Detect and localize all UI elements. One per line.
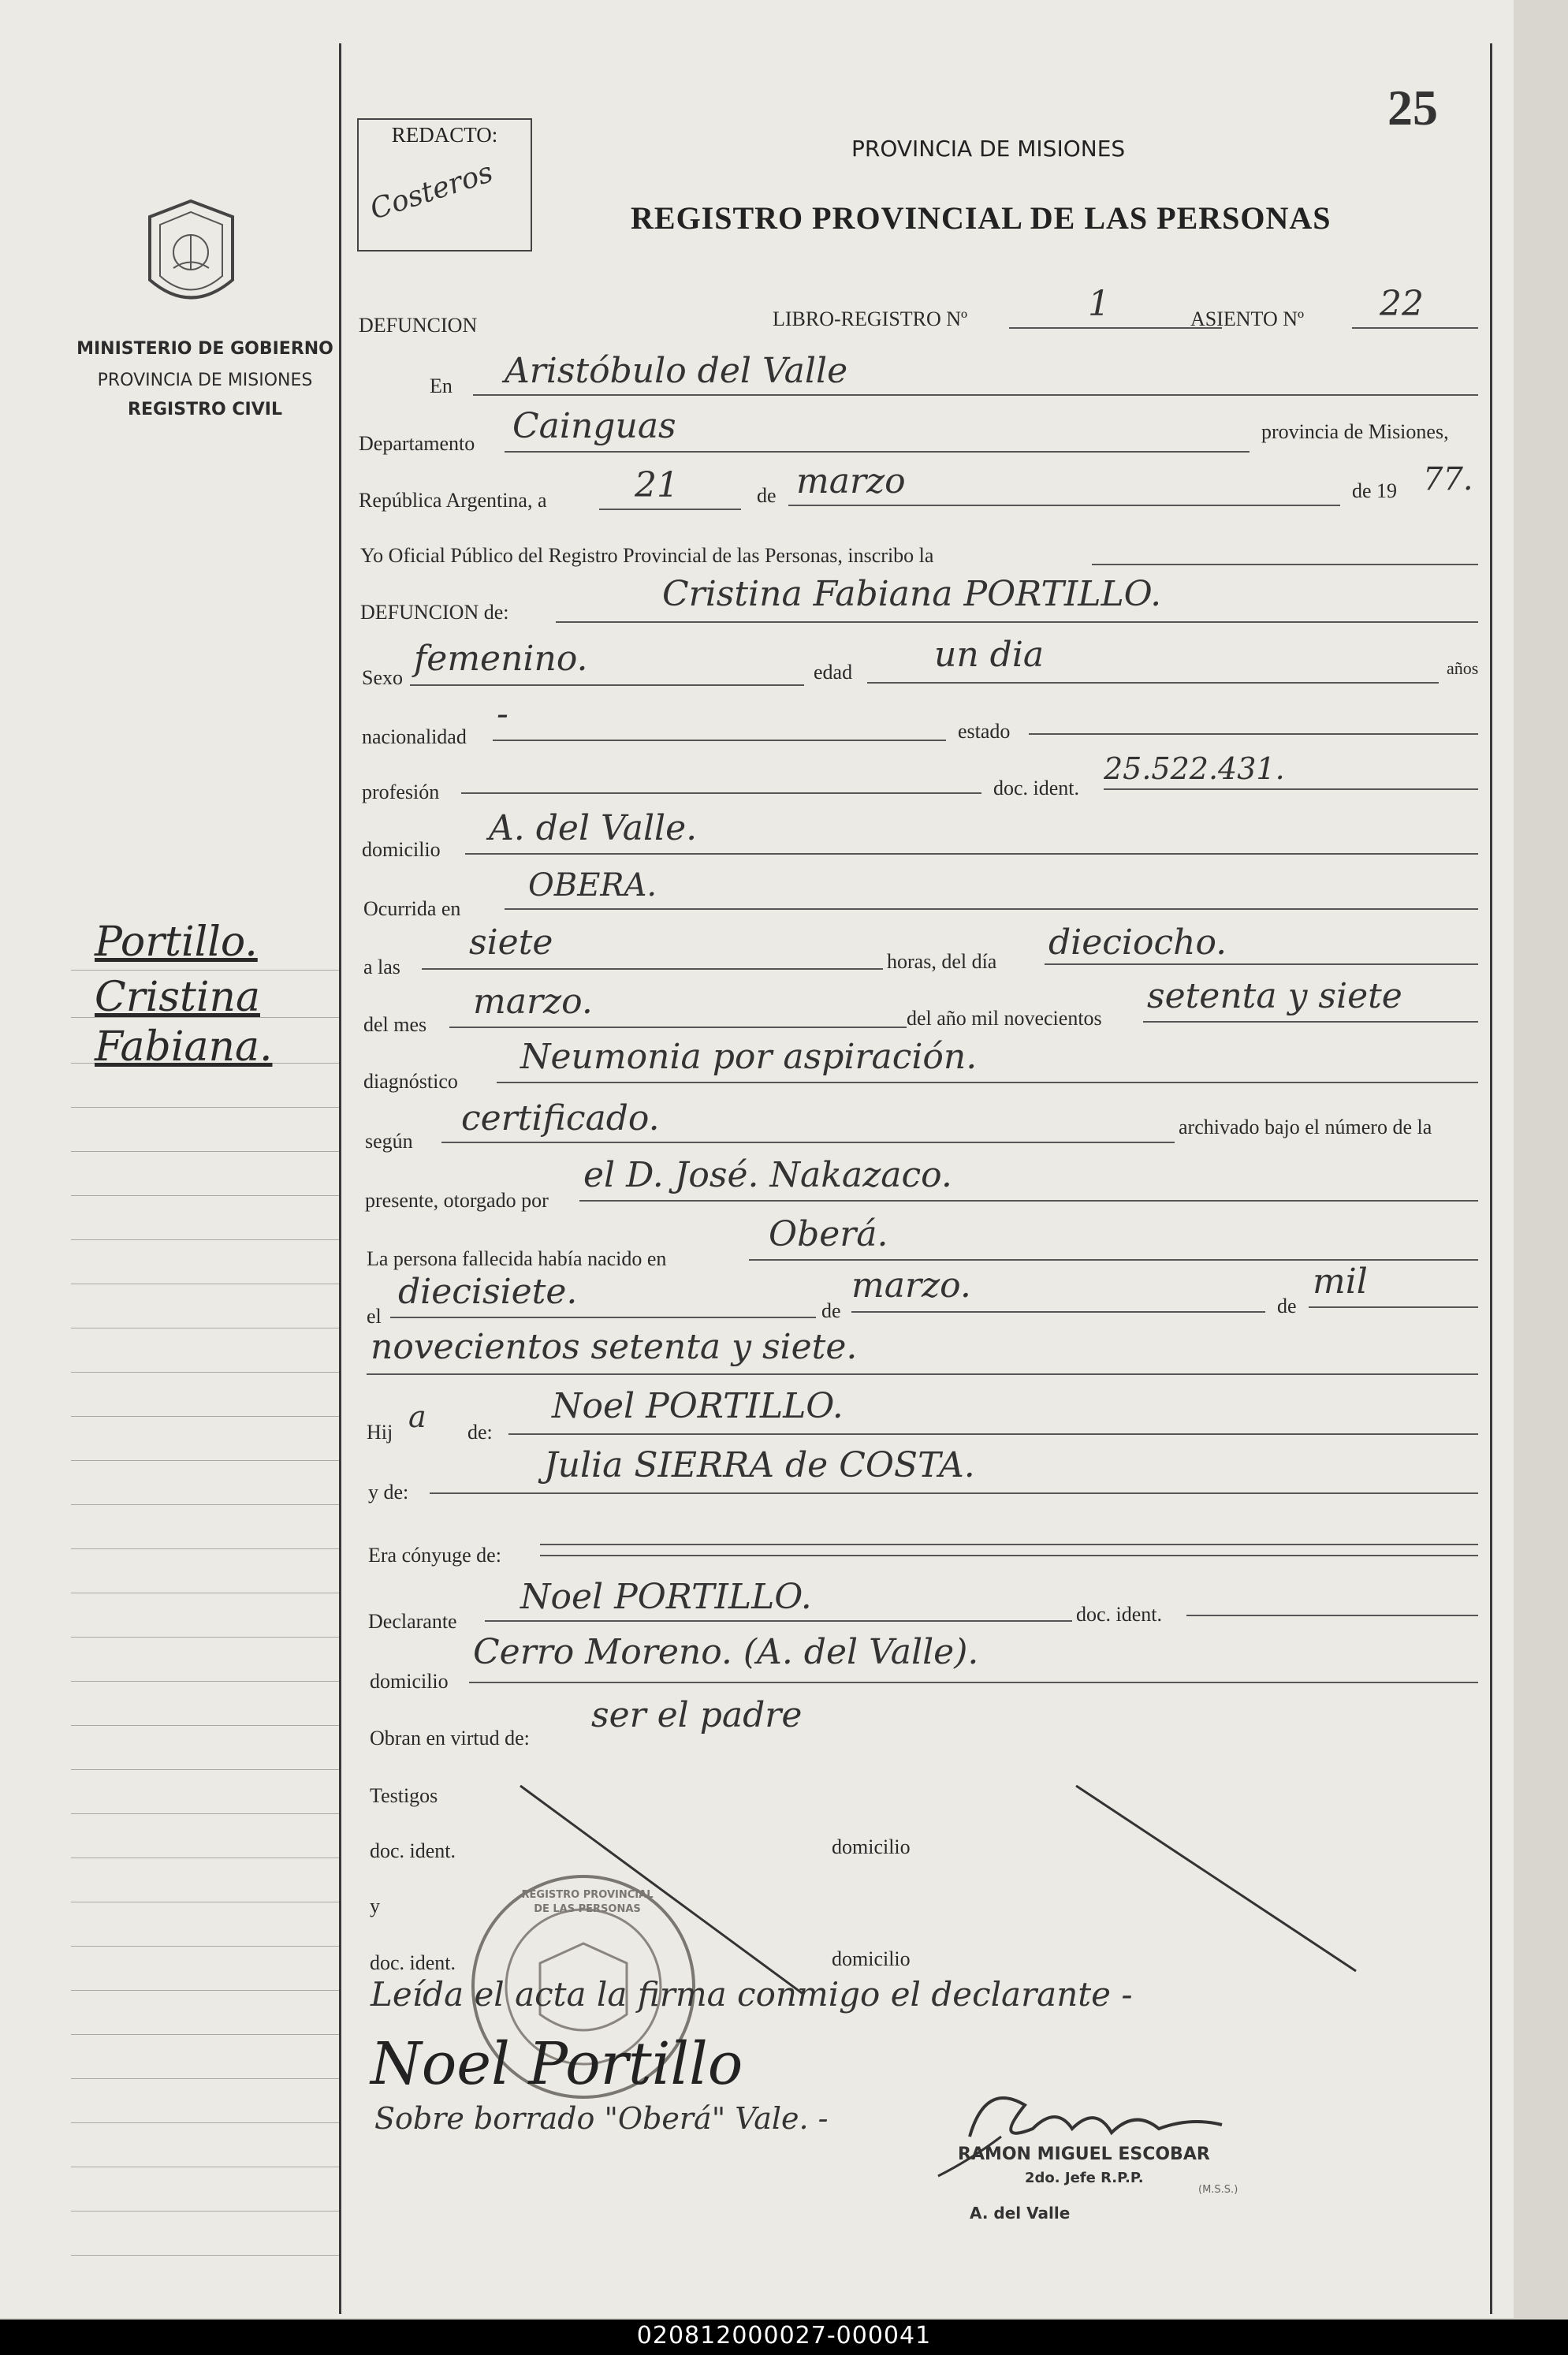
domicilio-value: A. del Valle.	[489, 808, 698, 848]
departamento-value: Cainguas	[512, 406, 676, 446]
delmes-value: marzo.	[473, 982, 593, 1022]
official-code: (M.S.S.)	[1198, 2184, 1238, 2196]
year-value: 77.	[1423, 461, 1473, 497]
delano-label: del año mil novecientos	[907, 1007, 1102, 1030]
doc-ident-label: doc. ident.	[993, 777, 1080, 799]
anos-label: años	[1447, 658, 1479, 678]
redacto-label: REDACTO:	[391, 123, 498, 147]
t-dom-label: domicilio	[832, 1835, 911, 1858]
margin-note-line: Portillo.	[95, 919, 258, 966]
libro-label: LIBRO-REGISTRO Nº	[773, 307, 968, 330]
de3-value: mil	[1313, 1261, 1368, 1302]
y-label: y	[370, 1895, 380, 1917]
form-type-label: DEFUNCION	[359, 314, 478, 337]
ministry-province: PROVINCIA DE MISIONES	[97, 371, 313, 390]
defuncion-de-value: Cristina Fabiana PORTILLO.	[662, 574, 1162, 614]
el-label: el	[367, 1305, 382, 1328]
obran-value: ser el padre	[591, 1695, 803, 1735]
el-value: diecisiete.	[398, 1272, 578, 1312]
provincia-suffix: provincia de Misiones,	[1261, 420, 1449, 443]
page-number: 25	[1387, 80, 1438, 136]
nacionalidad-label: nacionalidad	[362, 725, 467, 748]
de3-label: de	[1277, 1295, 1297, 1317]
official-title: 2do. Jefe R.P.P.	[1025, 2170, 1144, 2186]
horas-value: dieciocho.	[1048, 922, 1227, 963]
archivado-label: archivado bajo el número de la	[1179, 1116, 1432, 1138]
sexo-value: femenino.	[414, 639, 588, 679]
nacido-label: La persona fallecida había nacido en	[367, 1247, 667, 1270]
segun-label: según	[365, 1130, 413, 1153]
declarante-value: Noel PORTILLO.	[520, 1577, 812, 1617]
estado-label: estado	[958, 720, 1011, 743]
decl-doc-label: doc. ident.	[1076, 1603, 1163, 1626]
redacto-handwriting: Costeros	[366, 156, 497, 226]
asiento-value: 22	[1380, 284, 1424, 324]
ministry-title: MINISTERIO DE GOBIERNO	[76, 339, 333, 359]
domicilio-label: domicilio	[362, 838, 441, 861]
presente-value: el D. José. Nakazaco.	[583, 1155, 952, 1195]
libro-value: 1	[1088, 284, 1110, 324]
header-registry: REGISTRO PROVINCIAL DE LAS PERSONAS	[631, 200, 1331, 236]
edad-label: edad	[814, 661, 853, 684]
delano-value: setenta y siete	[1147, 976, 1402, 1016]
closing-line-1: Leída el acta la firma conmigo el declarante -	[371, 1975, 1133, 2014]
yde-value: Julia SIERRA de COSTA.	[544, 1445, 975, 1485]
sexo-label: Sexo	[362, 666, 403, 689]
hij-letter: a	[408, 1399, 426, 1434]
domicilio2-value: Cerro Moreno. (A. del Valle).	[473, 1632, 979, 1672]
de2-label: de	[821, 1299, 841, 1322]
declarante-label: Declarante	[368, 1610, 457, 1633]
defuncion-de-label: DEFUNCION de:	[360, 601, 509, 624]
alas-value: siete	[469, 922, 553, 963]
horas-label: horas, del día	[887, 950, 997, 973]
asiento-label: ASIENTO Nº	[1190, 307, 1305, 330]
departamento-label: Departamento	[359, 432, 475, 455]
en-label: En	[430, 374, 453, 397]
doc-ident-value: 25.522.431.	[1104, 751, 1285, 786]
barcode-text: 020812000027-000041	[636, 2322, 932, 2349]
segun-value: certificado.	[461, 1098, 660, 1138]
t2-dom-label: domicilio	[832, 1947, 911, 1970]
margin-note-line: Fabiana.	[95, 1023, 273, 1071]
year-label: de 19	[1352, 479, 1398, 502]
oficial-text: Yo Oficial Público del Registro Provincial de las Personas, inscribo la	[360, 544, 934, 567]
day-value: 21	[635, 465, 679, 505]
en-value: Aristóbulo del Valle	[505, 351, 848, 391]
closing-line-3: Sobre borrado "Oberá" Vale. -	[374, 2101, 829, 2136]
de2-value: marzo.	[851, 1265, 971, 1306]
profesion-label: profesión	[362, 781, 440, 803]
official-place: A. del Valle	[970, 2204, 1071, 2223]
obran-label: Obran en virtud de:	[370, 1727, 530, 1749]
t-doc-label: doc. ident.	[370, 1839, 456, 1862]
nacionalidad-value: -	[497, 694, 508, 734]
yde-label: y de:	[368, 1481, 409, 1504]
margin-note-line: Cristina	[95, 974, 260, 1021]
t2-doc-label: doc. ident.	[370, 1951, 456, 1974]
novecientos-value: novecientos setenta y siete.	[371, 1327, 858, 1367]
hij-de-label: de:	[467, 1421, 493, 1444]
header-province: PROVINCIA DE MISIONES	[851, 136, 1126, 162]
conyuge-label: Era cónyuge de:	[368, 1544, 501, 1567]
testigos-label: Testigos	[370, 1784, 438, 1807]
month-value: marzo	[796, 461, 906, 501]
republica-label: República Argentina, a	[359, 489, 547, 512]
official-signature-scribble	[922, 2074, 1301, 2184]
ministry-registry: REGISTRO CIVIL	[128, 400, 282, 419]
declarant-signature: Noel Portillo	[371, 2030, 743, 2098]
hij-label: Hij	[367, 1421, 393, 1444]
presente-label: presente, otorgado por	[365, 1189, 549, 1212]
de-label: de	[757, 484, 777, 507]
diagnostico-label: diagnóstico	[363, 1070, 458, 1093]
official-name: RAMON MIGUEL ESCOBAR	[958, 2144, 1210, 2164]
stamp-text: REGISTRO PROVINCIAL DE LAS PERSONAS	[521, 1889, 654, 1915]
ocurrida-label: Ocurrida en	[363, 897, 461, 920]
ocurrida-value: OBERA.	[528, 867, 657, 904]
alas-label: a las	[363, 956, 400, 978]
domicilio2-label: domicilio	[370, 1670, 449, 1693]
hij-value: Noel PORTILLO.	[552, 1386, 844, 1426]
diagnostico-value: Neumonia por aspiración.	[520, 1037, 978, 1077]
delmes-label: del mes	[363, 1013, 427, 1036]
edad-value: un dia	[934, 635, 1045, 675]
nacido-value: Oberá.	[769, 1214, 888, 1254]
